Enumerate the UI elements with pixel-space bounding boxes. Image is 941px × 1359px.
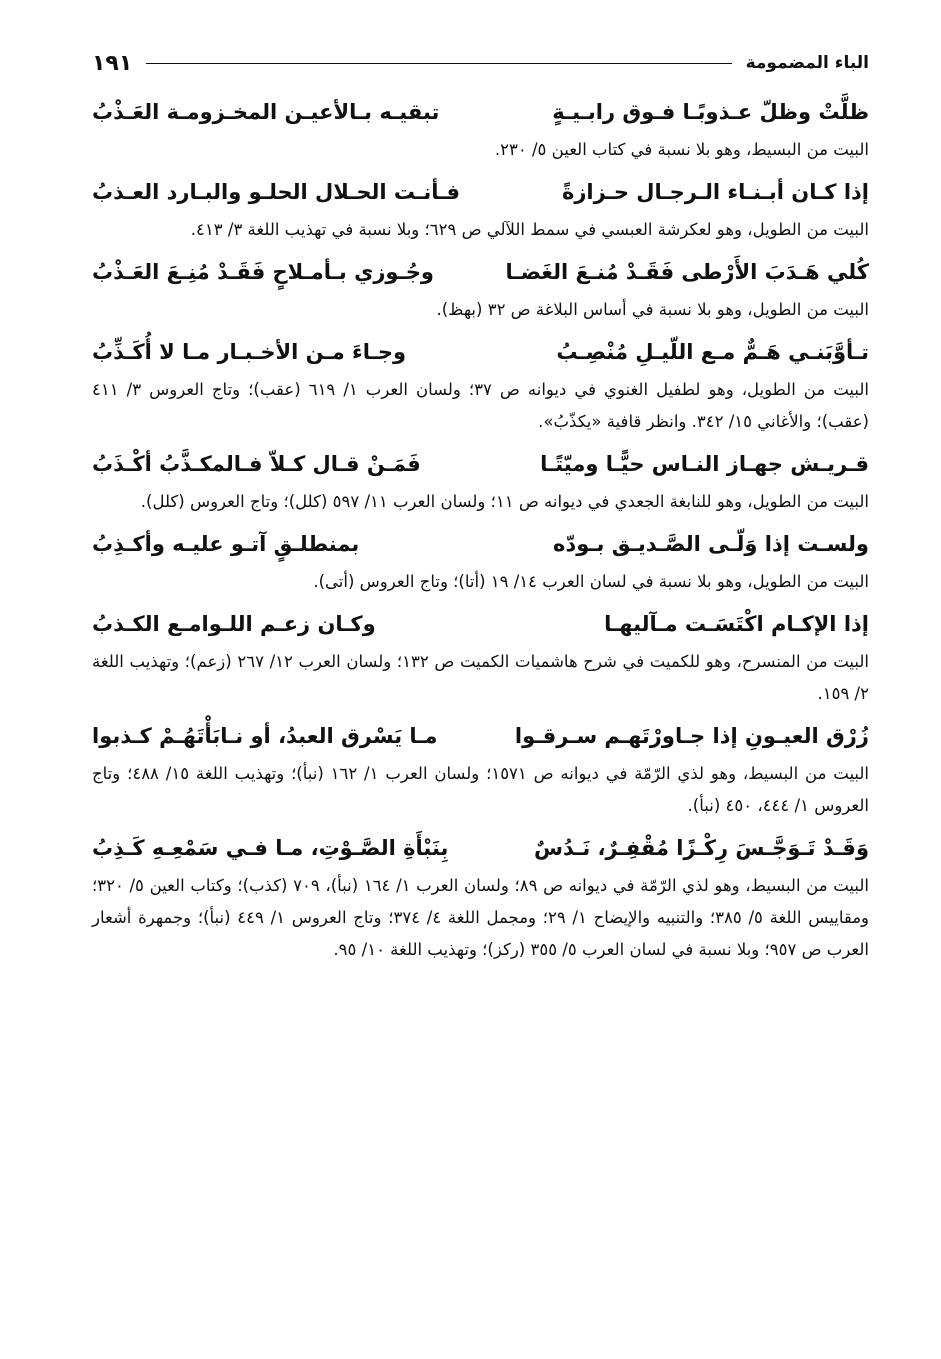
verse-line (92, 330, 869, 374)
verse-line (92, 250, 869, 294)
verse-entry (92, 170, 869, 246)
verse-first-hemistich: كُلي هَـدَبَ الأَرْطى فَقَـدْ مُنـعَ الغَضـا (505, 260, 869, 284)
verse-line (92, 442, 869, 486)
verse-line (92, 714, 869, 758)
verse-entry (92, 714, 869, 822)
section-title: الباء المضمومة (745, 53, 869, 73)
verse-second-hemistich: بمنطلـقٍ آتـو عليـه وأكـذِبُ (92, 532, 360, 556)
verse-second-hemistich: بِنَبْأَةِ الصَّـوْتِ، مـا فـي سَمْعِـهِ كَـذِبُ (92, 836, 449, 860)
page-number: ١٩١ (92, 50, 133, 76)
page-header (92, 40, 869, 86)
verse-second-hemistich: فـأنـت الحـلال الحلـو والبـارد العـذبُ (92, 180, 461, 204)
verse-first-hemistich: زُرْق العيـونِ إذا جـاورْتَهـم سـرقـوا (514, 724, 869, 748)
verse-first-hemistich: وَقَـدْ تَـوَجَّـسَ رِكْـزًا مُقْفِـرٌ، نَـدُسٌ (534, 836, 869, 860)
verse-source-note: البيت من الطويل، وهو بلا نسبة في لسان العرب ١٤/ ١٩ (أتا)؛ وتاج العروس (أتى). (313, 572, 869, 591)
verse-line (92, 826, 869, 870)
verse-source-note: البيت من الطويل، وهو لطفيل الغنوي في ديوانه ص ٣٧؛ ولسان العرب ١/ ٦١٩ (عقب)؛ وتاج العروس ٣/ ٤١١ (عقب)؛ والأغاني ١٥/ ٣٤٢. وانظر قافية «يكذّبُ». (92, 380, 869, 431)
book-page (92, 40, 869, 966)
verse-first-hemistich: إذا كـان أبـنـاء الـرجـال حـزازةً (561, 180, 869, 204)
verse-source-note: البيت من الطويل، وهو للنابغة الجعدي في ديوانه ص ١١؛ ولسان العرب ١١/ ٥٩٧ (كلل)؛ وتاج العروس (كلل). (140, 492, 869, 511)
verse-second-hemistich: تبقيـه بـالأعيـن المخـزومـة العَـذْبُ (92, 100, 440, 124)
verse-source-note: البيت من المنسرح، وهو للكميت في شرح هاشميات الكميت ص ١٣٢؛ ولسان العرب ١٢/ ٢٦٧ (زعم)؛ وتهذيب اللغة ٢/ ١٥٩. (92, 652, 869, 703)
verse-second-hemistich: مـا يَسْرق العبدُ، أو نـابَأْتَهُـمْ كـذبوا (92, 724, 438, 748)
verse-first-hemistich: تـأوَّبَنـي هَـمٌّ مـع اللّيـلِ مُنْصِـبُ (556, 340, 869, 364)
verse-source-note: البيت من البسيط، وهو لذي الرّمّة في ديوانه ص ١٥٧١؛ ولسان العرب ١/ ١٦٢ (نبأ)؛ وتهذيب اللغة ١٥/ ٤٨٨؛ وتاج العروس ١/ ٤٤٤، ٤٥٠ (نبأ). (92, 764, 870, 815)
verse-entry (92, 442, 869, 518)
verse-source-note: البيت من البسيط، وهو لذي الرّمّة في ديوانه ص ٨٩؛ ولسان العرب ١/ ١٦٤ (نبأ)، ٧٠٩ (كذب)؛ وكتاب العين ٥/ ٣٢٠؛ ومقاييس اللغة ٥/ ٣٨٥؛ والتنبيه والإيضاح ١/ ٢٩؛ ومجمل اللغة ٤/ ٣٧٤؛ وتاج العروس ١/ ٤٤٩ (نبأ)؛ وجمهرة أشعار العرب ص ٩٥٧؛ وبلا نسبة في لسان العرب ٥/ ٣٥٥ (ركز)؛ وتهذيب اللغة ١٠/ ٩٥. (92, 876, 869, 959)
verse-line (92, 602, 869, 646)
verse-source-note: البيت من الطويل، وهو بلا نسبة في أساس البلاغة ص ٣٢ (بهظ). (436, 300, 869, 319)
verse-first-hemistich: إذا الإكـام اكْتَسَـت مـآليهـا (604, 612, 869, 636)
verse-second-hemistich: فَمَـنْ قـال كـلاّ فـالمكـذَّبُ أكْـذَبُ (92, 452, 421, 476)
verse-second-hemistich: وجـاءَ مـن الأخـبـار مـا لا أُكَـذِّبُ (92, 340, 407, 364)
verse-second-hemistich: وكـان زعـم اللـوامـع الكـذبُ (92, 612, 376, 636)
verse-entry (92, 826, 869, 966)
header-rule (146, 63, 731, 64)
verse-entry (92, 250, 869, 326)
verse-entry (92, 330, 869, 438)
verse-source-note: البيت من البسيط، وهو بلا نسبة في كتاب العين ٥/ ٢٣٠. (494, 140, 869, 159)
verse-first-hemistich: قـريـش جهـاز النـاس حيًّـا وميّتًـا (540, 452, 869, 476)
verse-entry (92, 602, 869, 710)
verse-first-hemistich: ظلَّتْ وظلّ عـذوبًـا فـوق رابـيـةٍ (552, 100, 869, 124)
verse-line (92, 170, 869, 214)
verse-second-hemistich: وجُـوزي بـأمـلاحٍ فَقَـدْ مُنِـعَ العَـذْبُ (92, 260, 434, 284)
verse-line (92, 90, 869, 134)
verse-entry (92, 522, 869, 598)
verse-first-hemistich: ولسـت إذا وَلّـى الصَّـديـق بـودّه (553, 532, 869, 556)
verse-line (92, 522, 869, 566)
verse-entry (92, 90, 869, 166)
verse-source-note: البيت من الطويل، وهو لعكرشة العبسي في سمط اللآلي ص ٦٢٩؛ وبلا نسبة في تهذيب اللغة ٣/ ٤١٣. (190, 220, 869, 239)
